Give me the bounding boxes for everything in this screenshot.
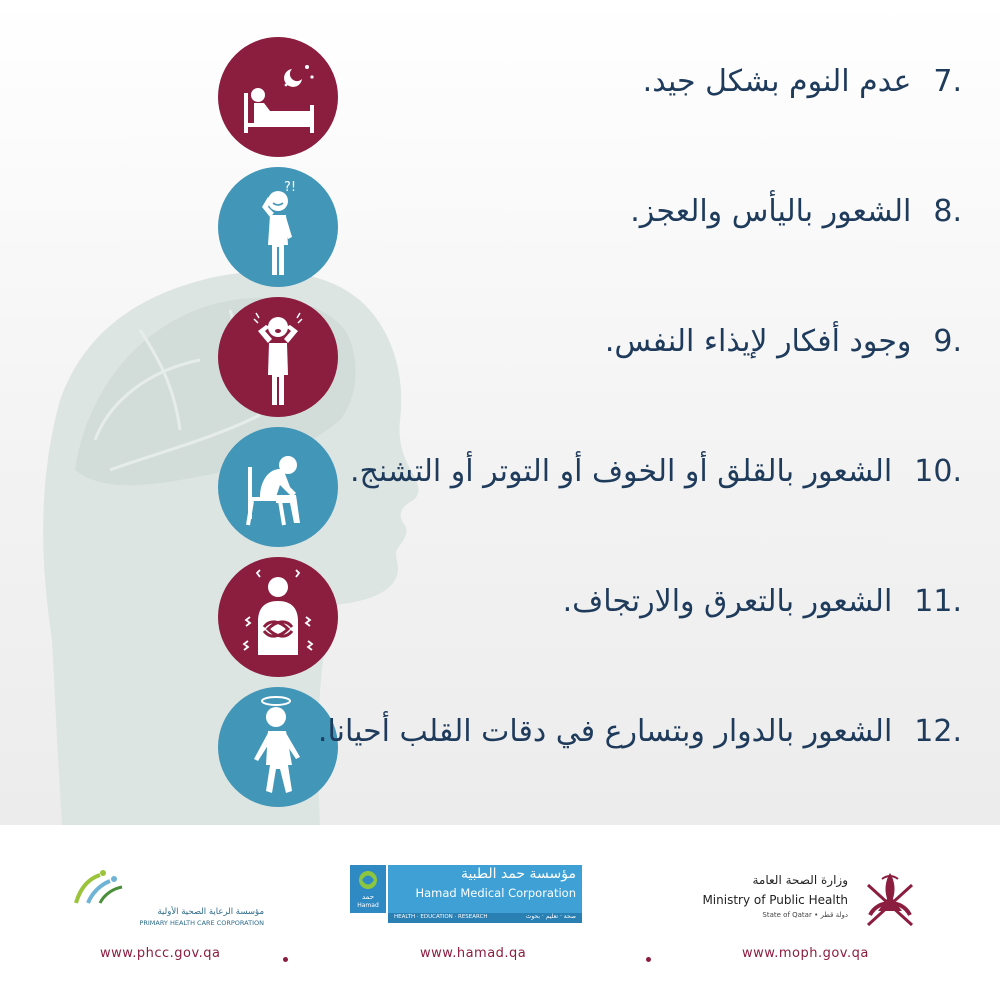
list-item-10 <box>350 450 962 494</box>
moph-name-en: Ministry of Public Health <box>702 893 848 907</box>
item-text: الشعور باليأس والعجز. <box>630 194 912 229</box>
hamad-logo <box>350 865 585 935</box>
item-number: 12. <box>914 714 962 749</box>
hamad-tagline-ar: صحة · تعليم · بحوث <box>525 913 576 920</box>
hamad-name-en: Hamad Medical Corporation <box>415 886 576 900</box>
item-text: عدم النوم بشكل جيد. <box>642 64 912 99</box>
item-number: 11. <box>914 584 962 619</box>
sleep-bed-icon <box>218 37 338 157</box>
separator-dot <box>646 957 651 962</box>
qatar-emblem-icon <box>860 865 920 931</box>
hamad-tagline-bar <box>388 913 582 923</box>
svg-text:?!: ?! <box>284 180 297 195</box>
stressed-person-icon <box>218 297 338 417</box>
list-item-8 <box>630 190 962 234</box>
confused-person-icon <box>218 167 338 287</box>
moph-logo <box>680 865 920 935</box>
item-text: الشعور بالقلق أو الخوف أو التوتر أو التشنج. <box>349 454 893 489</box>
hamad-name-ar: مؤسسة حمد الطبية <box>460 866 576 882</box>
list-item-9 <box>605 320 962 364</box>
hamad-emblem-icon <box>350 865 386 895</box>
hamad-name-panel <box>388 865 582 913</box>
shivering-person-icon <box>218 557 338 677</box>
phcc-url[interactable]: www.phcc.gov.qa <box>100 946 221 961</box>
separator-dot <box>283 957 288 962</box>
moph-url[interactable]: www.moph.gov.qa <box>742 946 869 961</box>
item-number: 8. <box>933 194 962 229</box>
moph-name-ar: وزارة الصحة العامة <box>752 873 848 887</box>
item-number: 7. <box>933 64 962 99</box>
hamad-url[interactable]: www.hamad.qa <box>420 946 527 961</box>
footer <box>0 825 1000 1000</box>
phcc-name-ar: مؤسسة الرعاية الصحية الأولية <box>157 907 264 917</box>
hamad-tagline-en: HEALTH · EDUCATION · RESEARCH <box>394 914 488 920</box>
phcc-name-en: PRIMARY HEALTH CARE CORPORATION <box>139 919 264 927</box>
phcc-emblem-icon <box>70 867 130 907</box>
item-number: 9. <box>933 324 962 359</box>
item-text: وجود أفكار لإيذاء النفس. <box>604 324 912 359</box>
list-item-12 <box>318 710 962 754</box>
anxious-seated-person-icon <box>218 427 338 547</box>
list-item-7 <box>643 60 962 104</box>
phcc-logo <box>70 867 264 927</box>
item-text: الشعور بالتعرق والارتجاف. <box>562 584 893 619</box>
hamad-badge-en: Hamad <box>357 902 379 909</box>
item-text: الشعور بالدوار وبتسارع في دقات القلب أحيانا. <box>317 714 893 749</box>
hamad-badge <box>350 865 386 913</box>
list-item-11 <box>563 580 962 624</box>
item-number: 10. <box>914 454 962 489</box>
moph-state: State of Qatar • دولة قطر <box>762 911 848 919</box>
hamad-badge-ar: حمد <box>361 893 375 901</box>
